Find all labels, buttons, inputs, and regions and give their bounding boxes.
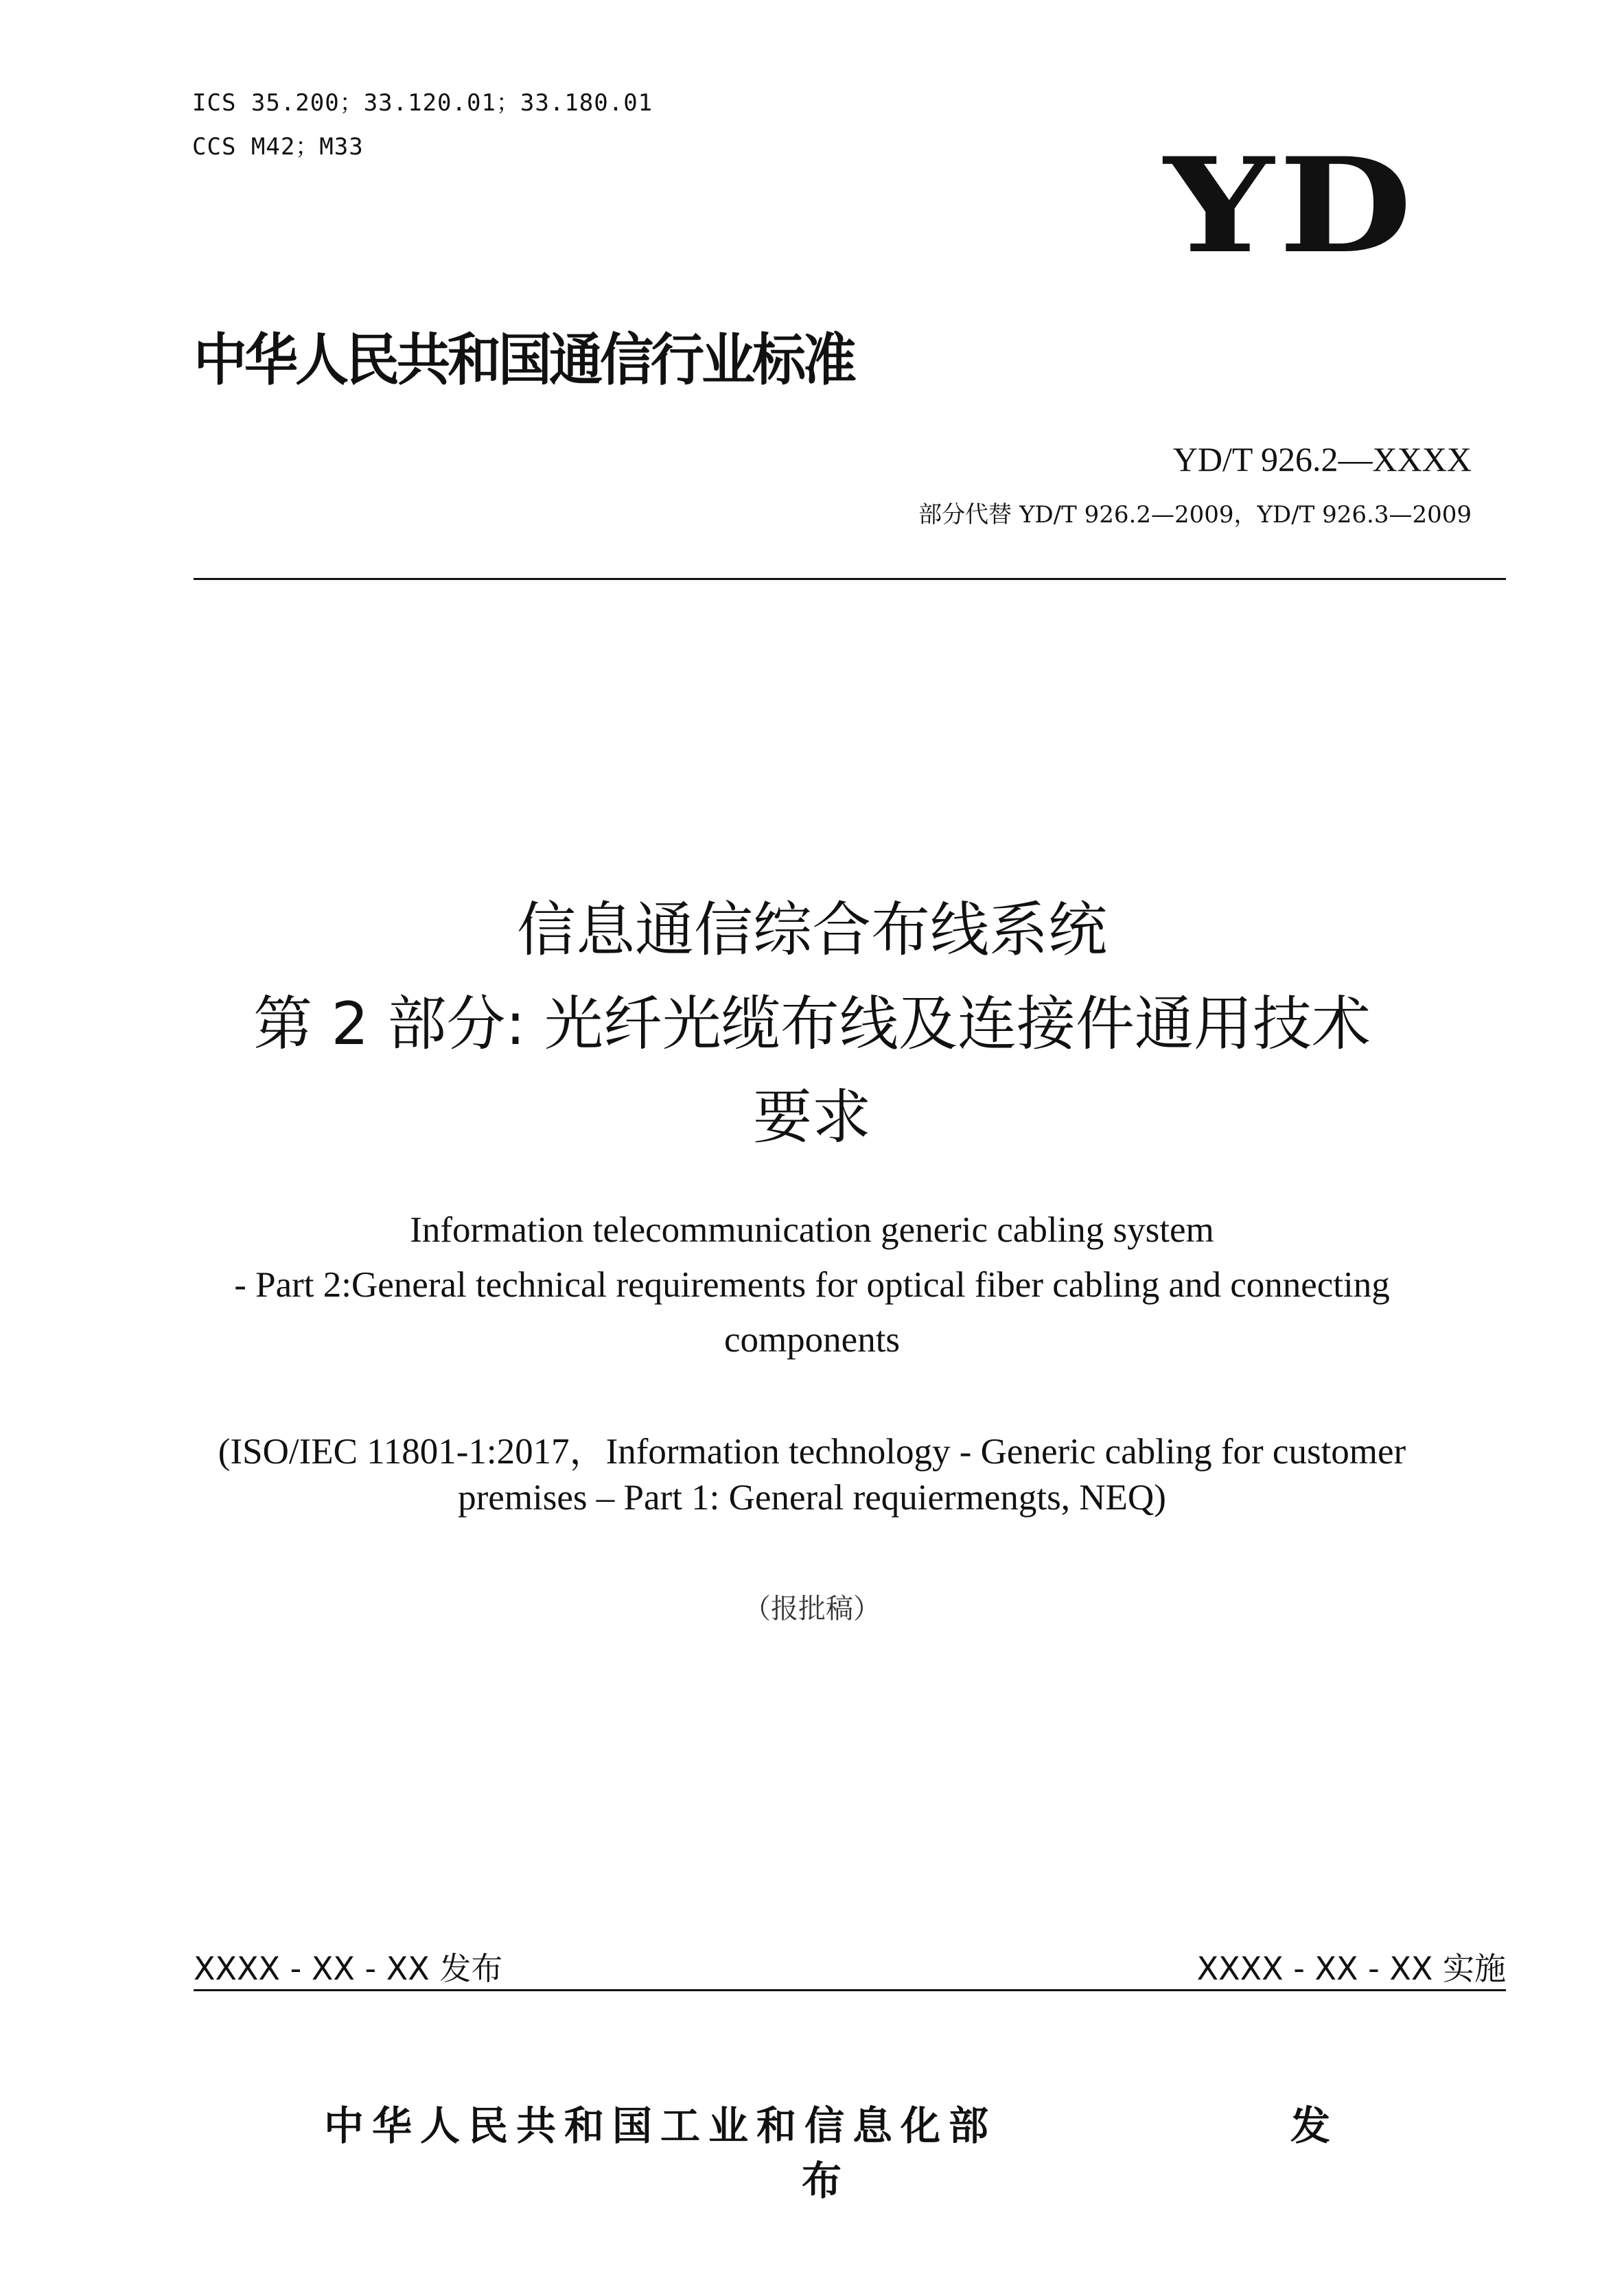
draft-status: （报批稿） xyxy=(743,1593,881,1625)
ics-code: ICS 35.200；33.120.01；33.180.01 xyxy=(192,89,653,117)
title-english-line-1: Information telecommunication generic cabling system xyxy=(410,1210,1214,1250)
header-divider xyxy=(194,578,1506,580)
footer-divider xyxy=(194,1989,1506,1991)
issue-date: XXXX - XX - XX 发布 xyxy=(194,1950,503,1987)
title-english-line-3: components xyxy=(723,1320,901,1360)
title-chinese-line-3: 要求 xyxy=(753,1083,871,1152)
replaces-note: 部分代替 YD/T 926.2—2009，YD/T 926.3—2009 xyxy=(918,501,1472,529)
implementation-date: XXXX - XX - XX 实施 xyxy=(1196,1950,1506,1987)
issue-word: 发 xyxy=(1290,2102,1331,2149)
title-chinese-line-2: 第 2 部分: 光纤光缆布线及连接件通用技术 xyxy=(253,990,1371,1058)
adoption-note-line-2: premises – Part 1: General requiermengts, NEQ) xyxy=(458,1478,1166,1518)
title-english-line-2: - Part 2:General technical requirements for optical fiber cabling and connecting xyxy=(234,1265,1390,1305)
standard-number: YD/T 926.2—XXXX xyxy=(1172,440,1472,478)
adoption-note-line-1: (ISO/IEC 11801-1:2017，Information technology - Generic cabling for customer xyxy=(218,1432,1406,1472)
standard-category-title: 中华人民共和国通信行业标准 xyxy=(194,328,855,393)
issue-word-continued: 布 xyxy=(802,2157,842,2204)
yd-logo: YD xyxy=(1163,129,1417,282)
title-chinese-line-1: 信息通信综合布线系统 xyxy=(517,896,1107,964)
issuing-authority: 中华人民共和国工业和信息化部 xyxy=(324,2102,997,2149)
ccs-code: CCS M42；M33 xyxy=(192,133,364,161)
